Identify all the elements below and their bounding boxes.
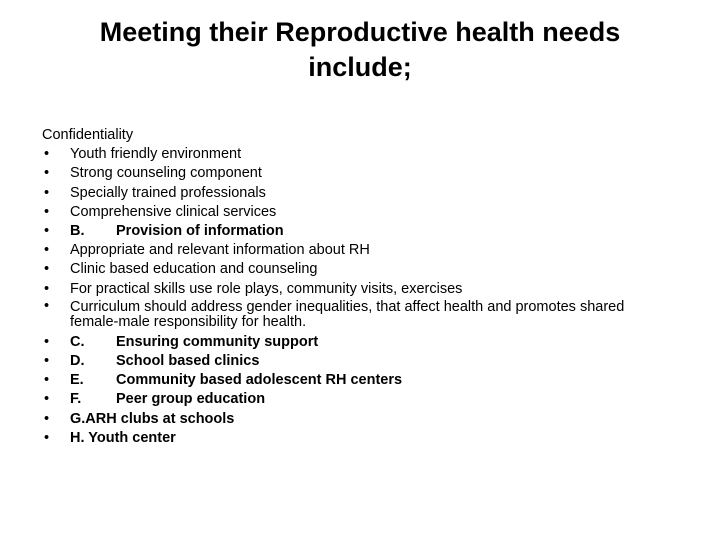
section-label: B. bbox=[70, 223, 85, 240]
intro-text: Confidentiality bbox=[42, 127, 134, 143]
bullet-icon: • bbox=[44, 261, 50, 278]
list-item-text: Curriculum should address gender inequalities, that affect health and promotes shared female-male responsibility for health. bbox=[70, 298, 625, 331]
bullet-icon: • bbox=[44, 297, 50, 314]
list-item-text: School based clinics bbox=[116, 353, 260, 370]
section-label: E. bbox=[70, 372, 84, 389]
list-item bbox=[42, 280, 662, 299]
list-item-text: Specially trained professionals bbox=[70, 184, 266, 201]
bullet-icon: • bbox=[44, 372, 50, 389]
bullet-icon: • bbox=[44, 280, 50, 297]
list-item-text: H. Youth center bbox=[70, 429, 176, 446]
bullet-icon: • bbox=[44, 333, 50, 350]
list-item bbox=[42, 390, 662, 409]
list-item-text: Appropriate and relevant information about RH bbox=[70, 242, 370, 259]
bullet-icon: • bbox=[44, 391, 50, 408]
list-item-text: Provision of information bbox=[116, 223, 284, 240]
list-item bbox=[42, 164, 662, 183]
list-item-text: Peer group education bbox=[116, 391, 266, 408]
title-line-2: include; bbox=[308, 52, 412, 82]
list-item-text: Community based adolescent RH centers bbox=[116, 372, 403, 389]
list-item bbox=[42, 241, 662, 260]
list-item-text: Ensuring community support bbox=[116, 333, 319, 350]
list-item-text: G.ARH clubs at schools bbox=[70, 410, 235, 427]
bullet-icon: • bbox=[44, 353, 50, 370]
section-label: F. bbox=[70, 391, 82, 408]
bullet-icon: • bbox=[44, 184, 50, 201]
list-item bbox=[42, 184, 662, 203]
list-item bbox=[42, 410, 662, 429]
slide-title bbox=[40, 15, 680, 85]
list-item bbox=[42, 352, 662, 371]
list-item bbox=[42, 429, 662, 448]
bullet-list bbox=[42, 145, 662, 448]
bullet-icon: • bbox=[44, 429, 50, 446]
list-item bbox=[42, 333, 662, 352]
slide-content bbox=[42, 126, 662, 448]
title-line-1: Meeting their Reproductive health needs bbox=[99, 17, 621, 47]
bullet-icon: • bbox=[44, 223, 50, 240]
list-item-text: Clinic based education and counseling bbox=[70, 261, 318, 278]
bullet-icon: • bbox=[44, 165, 50, 182]
list-item bbox=[42, 145, 662, 164]
list-item-text: For practical skills use role plays, community visits, exercises bbox=[70, 280, 463, 297]
list-item-text: Comprehensive clinical services bbox=[70, 203, 277, 220]
section-label: C. bbox=[70, 333, 85, 350]
list-item bbox=[42, 299, 662, 333]
list-item-text: Youth friendly environment bbox=[70, 146, 242, 163]
bullet-icon: • bbox=[44, 410, 50, 427]
bullet-icon: • bbox=[44, 203, 50, 220]
bullet-icon: • bbox=[44, 146, 50, 163]
list-item bbox=[42, 371, 662, 390]
list-item bbox=[42, 203, 662, 222]
list-item bbox=[42, 260, 662, 279]
list-item-text: Strong counseling component bbox=[70, 165, 262, 182]
list-item bbox=[42, 222, 662, 241]
bullet-icon: • bbox=[44, 242, 50, 259]
section-label: D. bbox=[70, 353, 85, 370]
